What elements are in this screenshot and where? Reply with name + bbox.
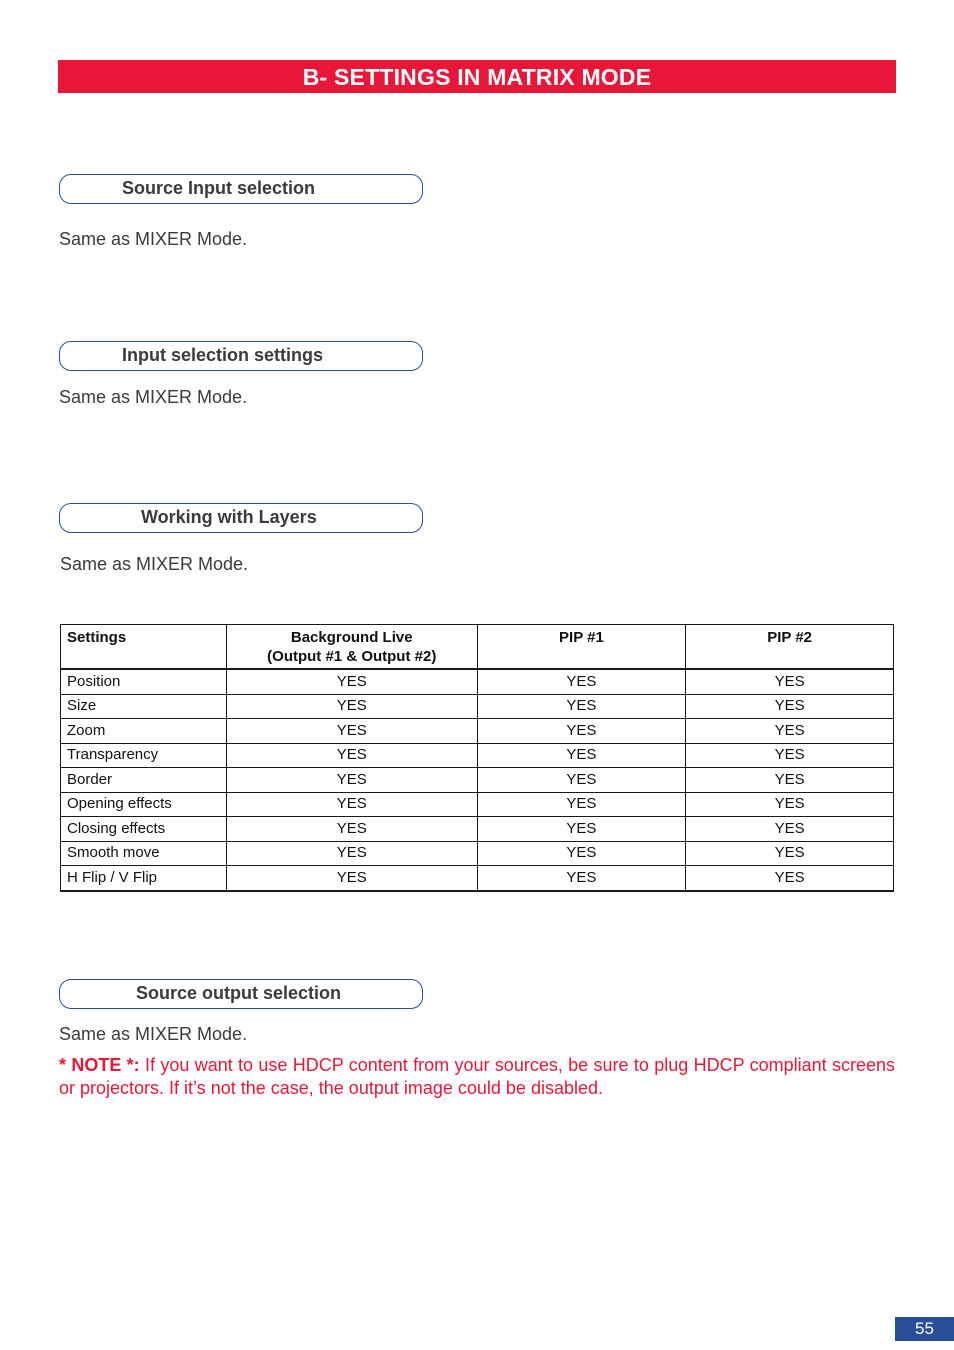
cell-setting: Position bbox=[61, 669, 227, 694]
cell-background: YES bbox=[226, 841, 477, 866]
cell-setting: Border bbox=[61, 768, 227, 793]
header-background-live bbox=[226, 625, 477, 670]
cell-background: YES bbox=[226, 817, 477, 842]
cell-pip1: YES bbox=[477, 817, 686, 842]
note-text: If you want to use HDCP content from your sources, be sure to plug HDCP compliant screens or projectors. If it’s not the case, the output image could be disabled. bbox=[59, 1055, 895, 1098]
hdcp-note bbox=[59, 1054, 895, 1100]
header-pip2: PIP #2 bbox=[686, 625, 894, 670]
note-label: * NOTE *: bbox=[59, 1055, 140, 1075]
cell-pip1: YES bbox=[477, 743, 686, 768]
cell-setting: Closing effects bbox=[61, 817, 227, 842]
cell-background: YES bbox=[226, 768, 477, 793]
cell-background: YES bbox=[226, 694, 477, 719]
section-heading-label: Source Input selection bbox=[122, 178, 316, 198]
page-title: B- SETTINGS IN MATRIX MODE bbox=[302, 64, 652, 90]
cell-background: YES bbox=[226, 792, 477, 817]
section-heading-layers bbox=[59, 503, 423, 533]
section-heading-input-settings bbox=[59, 341, 423, 371]
table-row bbox=[61, 866, 894, 891]
cell-pip2: YES bbox=[686, 743, 894, 768]
cell-setting: Smooth move bbox=[61, 841, 227, 866]
table-row bbox=[61, 694, 894, 719]
cell-pip1: YES bbox=[477, 866, 686, 891]
section-text-source-output: Same as MIXER Mode. bbox=[59, 1024, 248, 1044]
section-heading-label: Input selection settings bbox=[122, 345, 324, 365]
table-row bbox=[61, 817, 894, 842]
section-text-source-input: Same as MIXER Mode. bbox=[59, 229, 248, 249]
cell-background: YES bbox=[226, 743, 477, 768]
section-heading-label: Source output selection bbox=[136, 983, 342, 1003]
section-text-layers: Same as MIXER Mode. bbox=[60, 554, 249, 574]
table-row bbox=[61, 669, 894, 694]
cell-pip2: YES bbox=[686, 817, 894, 842]
section-text-input-settings: Same as MIXER Mode. bbox=[59, 387, 248, 407]
cell-pip2: YES bbox=[686, 669, 894, 694]
table-row bbox=[61, 792, 894, 817]
cell-pip2: YES bbox=[686, 792, 894, 817]
cell-pip2: YES bbox=[686, 768, 894, 793]
cell-pip2: YES bbox=[686, 866, 894, 891]
cell-background: YES bbox=[226, 669, 477, 694]
cell-pip1: YES bbox=[477, 768, 686, 793]
section-heading-source-output bbox=[59, 979, 423, 1009]
cell-setting: Zoom bbox=[61, 719, 227, 744]
cell-pip2: YES bbox=[686, 694, 894, 719]
cell-pip1: YES bbox=[477, 841, 686, 866]
cell-setting: Opening effects bbox=[61, 792, 227, 817]
cell-setting: Size bbox=[61, 694, 227, 719]
table-row bbox=[61, 743, 894, 768]
cell-pip1: YES bbox=[477, 719, 686, 744]
section-heading-source-input bbox=[59, 174, 423, 204]
table-header-row bbox=[61, 625, 894, 670]
header-settings: Settings bbox=[61, 625, 227, 670]
cell-pip2: YES bbox=[686, 719, 894, 744]
cell-pip1: YES bbox=[477, 694, 686, 719]
section-heading-label: Working with Layers bbox=[141, 507, 317, 527]
table-row bbox=[61, 719, 894, 744]
cell-setting: H Flip / V Flip bbox=[61, 866, 227, 891]
table-row bbox=[61, 768, 894, 793]
cell-background: YES bbox=[226, 719, 477, 744]
cell-setting: Transparency bbox=[61, 743, 227, 768]
page-number: 55 bbox=[895, 1317, 954, 1341]
header-background-line2: (Output #1 & Output #2) bbox=[267, 648, 437, 665]
header-background-line1: Background Live bbox=[290, 629, 413, 646]
page-title-banner bbox=[58, 60, 896, 93]
layer-settings-table bbox=[60, 624, 894, 892]
cell-pip1: YES bbox=[477, 669, 686, 694]
cell-background: YES bbox=[226, 866, 477, 891]
header-pip1: PIP #1 bbox=[477, 625, 686, 670]
cell-pip2: YES bbox=[686, 841, 894, 866]
table-row bbox=[61, 841, 894, 866]
cell-pip1: YES bbox=[477, 792, 686, 817]
